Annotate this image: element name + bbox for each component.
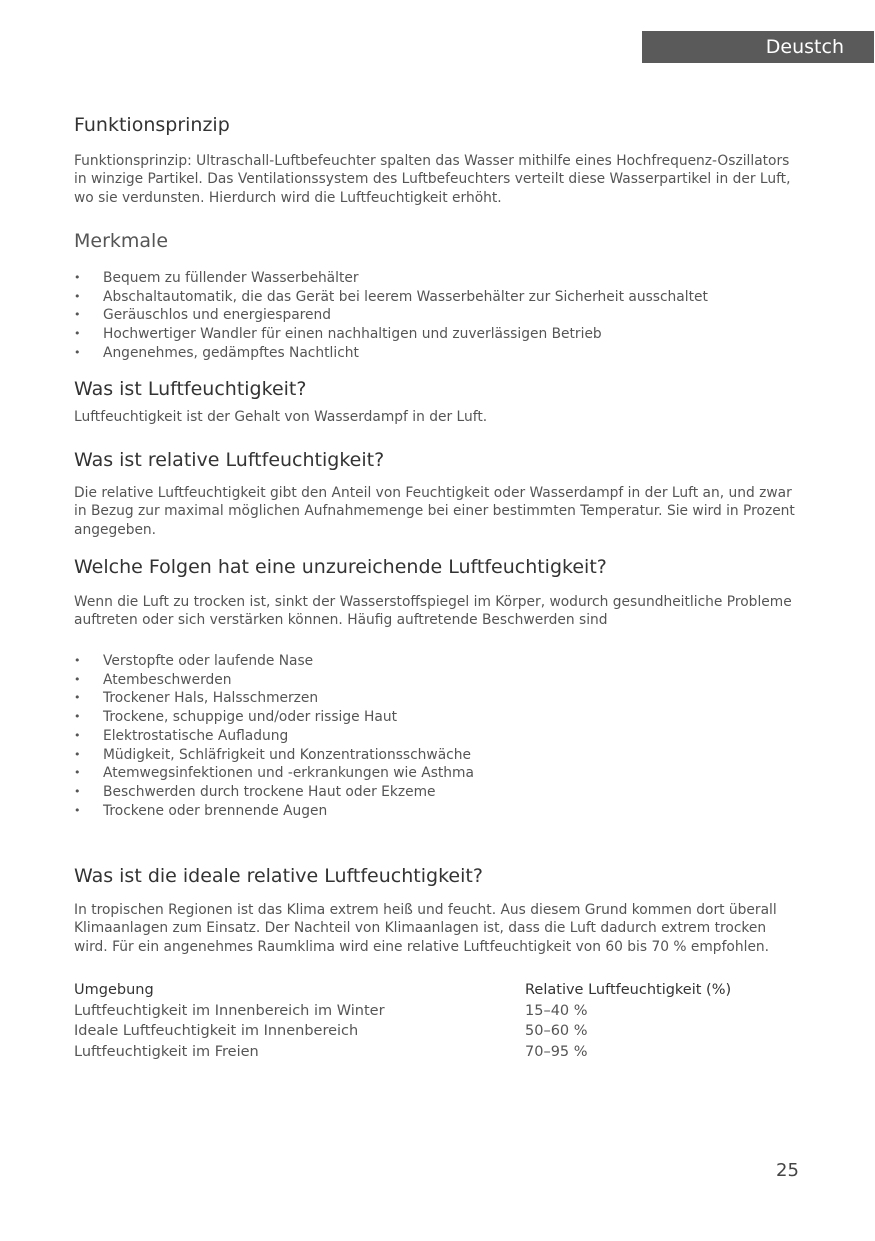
table-cell: 15–40 % — [525, 1002, 588, 1019]
heading-folgen: Welche Folgen hat eine unzureichende Luftfeuchtigkeit? — [74, 556, 607, 578]
paragraph-folgen: Wenn die Luft zu trocken ist, sinkt der Wasserstoffspiegel im Körper, wodurch gesundheitliche Probleme auftreten oder sich verstärken können. Häufig auftretende Beschwerden sind — [74, 594, 792, 629]
paragraph-ideale-luftfeuchtigkeit: In tropischen Regionen ist das Klima extrem heiß und feucht. Aus diesem Grund kommen dort überall Klimaanlagen zum Einsatz. Der Nachteil von Klimaanlagen ist, dass die Luft dadurch extrem trocken wird. Für ein angenehmes Raumklima wird eine relative Luftfeuchtigkeit von 60 bis 70 % empfohlen. — [74, 902, 777, 955]
list-item: • Trockener Hals, Halsschmerzen — [74, 690, 319, 707]
table-cell: Luftfeuchtigkeit im Innenbereich im Winter — [74, 1002, 385, 1019]
list-item: • Angenehmes, gedämpftes Nachtlicht — [74, 344, 359, 361]
heading-relative-luftfeuchtigkeit: Was ist relative Luftfeuchtigkeit? — [74, 449, 385, 471]
list-item: • Hochwertiger Wandler für einen nachhaltigen und zuverlässigen Betrieb — [74, 326, 602, 343]
list-item: • Beschwerden durch trockene Haut oder Ekzeme — [74, 783, 436, 800]
list-item: • Geräuschlos und energiesparend — [74, 307, 332, 324]
table-cell: 70–95 % — [525, 1043, 588, 1060]
list-item: • Abschaltautomatik, die das Gerät bei leerem Wasserbehälter zur Sicherheit ausschaltet — [74, 288, 708, 305]
features-list — [74, 269, 708, 363]
language-tab: Deustch — [642, 31, 874, 63]
paragraph-funktionsprinzip: Funktionsprinzip: Ultraschall-Luftbefeuchter spalten das Wasser mithilfe eines Hochfrequenz-Oszillators in winzige Partikel. Das Ventilationssystem des Luftbefeuchters verteilt diese Wasserpartikel in der Luft, wo sie verdunsten. Hierdurch wird die Luftfeuchtigkeit erhöht. — [74, 153, 791, 206]
heading-ideale-luftfeuchtigkeit: Was ist die ideale relative Luftfeuchtigkeit? — [74, 865, 483, 887]
list-item: • Verstopfte oder laufende Nase — [74, 653, 314, 669]
heading-merkmale: Merkmale — [74, 230, 169, 252]
paragraph-luftfeuchtigkeit: Luftfeuchtigkeit ist der Gehalt von Wasserdampf in der Luft. — [74, 409, 488, 425]
list-item: • Trockene oder brennende Augen — [74, 802, 328, 819]
table-cell: Ideale Luftfeuchtigkeit im Innenbereich — [74, 1023, 359, 1039]
table-cell: 50–60 % — [525, 1023, 588, 1039]
table-row — [74, 1021, 804, 1042]
table-header-cell: Umgebung — [74, 982, 154, 998]
table-header-row — [74, 980, 804, 1001]
list-item: • Müdigkeit, Schläfrigkeit und Konzentrationsschwäche — [74, 746, 471, 763]
table-row — [74, 1001, 804, 1022]
list-item: • Bequem zu füllender Wasserbehälter — [74, 270, 359, 286]
heading-luftfeuchtigkeit: Was ist Luftfeuchtigkeit? — [74, 378, 307, 400]
list-item: • Elektrostatische Aufladung — [74, 727, 289, 744]
table-row — [74, 1042, 804, 1063]
paragraph-relative-luftfeuchtigkeit: Die relative Luftfeuchtigkeit gibt den Anteil von Feuchtigkeit oder Wasserdampf in der Luft an, und zwar in Bezug zur maximal möglichen Aufnahmemenge bei einer bestimmten Temperatur. Sie wird in Prozent angegeben. — [74, 485, 795, 538]
symptoms-list — [74, 652, 474, 820]
list-item: • Trockene, schuppige und/oder rissige Haut — [74, 709, 397, 726]
table-header-cell: Relative Luftfeuchtigkeit (%) — [525, 982, 732, 998]
list-item: • Atembeschwerden — [74, 671, 232, 688]
page-number: 25 — [776, 1160, 799, 1181]
table-cell: Luftfeuchtigkeit im Freien — [74, 1043, 259, 1060]
heading-funktionsprinzip: Funktionsprinzip — [74, 114, 230, 136]
list-item: • Atemwegsinfektionen und -erkrankungen wie Asthma — [74, 765, 474, 782]
humidity-table — [74, 980, 804, 1062]
